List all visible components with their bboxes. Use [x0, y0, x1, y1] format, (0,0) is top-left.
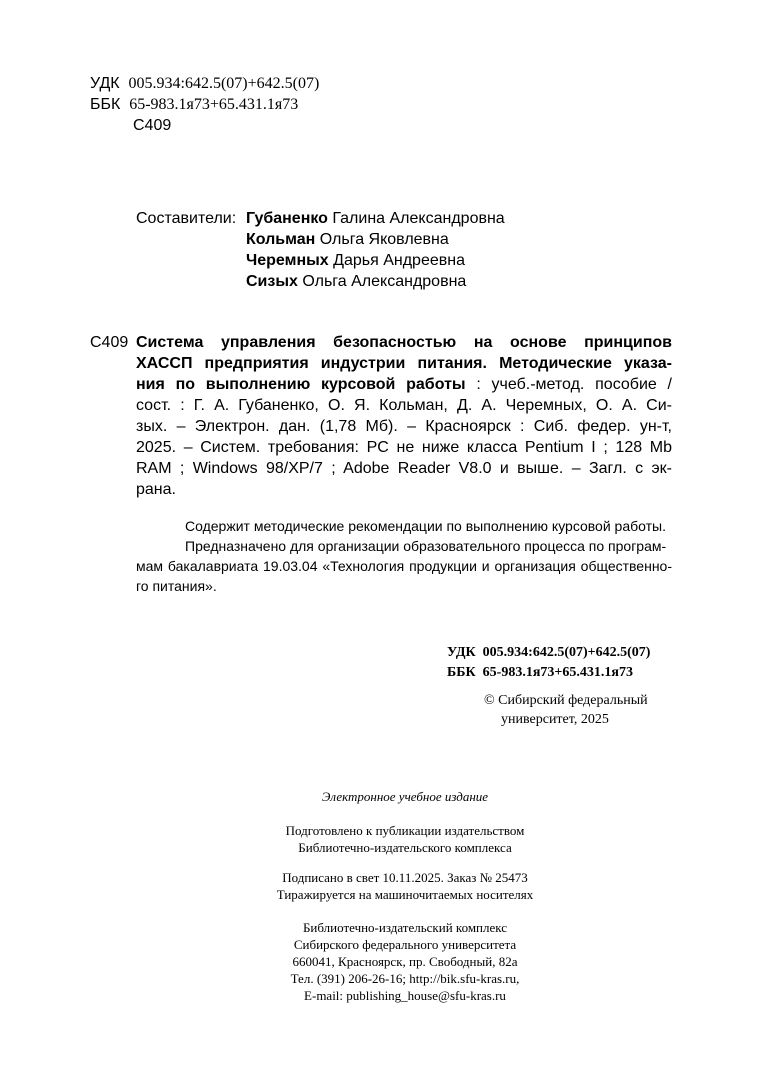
- description-line-8: рана.: [136, 481, 176, 498]
- compiler-surname: Сизых: [246, 273, 298, 290]
- bbk-line: [90, 94, 298, 115]
- compiler-2: [246, 229, 449, 250]
- bbk-label: ББК: [90, 96, 121, 113]
- publisher-line-2: Сибирского федерального университета: [293, 937, 517, 952]
- description-line-6: 2025. – Систем. требования: PC не ниже класса Pentium I ; 128 Mb: [136, 439, 672, 456]
- description-mark: С409: [90, 334, 129, 351]
- bottom-udk-line: УДК 005.934:642.5(07)+642.5(07): [447, 645, 651, 660]
- description-line-2: ХАССП предприятия индустрии питания. Методические указа-: [136, 355, 672, 372]
- compiler-1: [246, 208, 505, 229]
- bbk-value: 65-983.1я73+65.431.1я73: [129, 96, 299, 113]
- publisher-line-1: Библиотечно-издательский комплекс: [302, 920, 508, 935]
- prepared-line-2: Библиотечно-издательского комплекса: [298, 840, 512, 855]
- annotation-p2-line1: Предназначено для организации образовательного процесса по програм-: [185, 538, 667, 554]
- udk-value: 005.934:642.5(07)+642.5(07): [128, 75, 320, 92]
- annotation-p2-line3: го питания».: [136, 578, 217, 594]
- compiler-4: [246, 271, 466, 292]
- description-line-5: зых. – Электрон. дан. (1,78 Мб). – Красноярск : Сиб. федер. ун-т,: [136, 418, 672, 435]
- description-line-7: RAM ; Windows 98/XP/7 ; Adobe Reader V8.0 и выше. – Загл. с эк-: [136, 460, 672, 477]
- signed-line: Подписано в свет 10.11.2025. Заказ № 25473: [282, 870, 528, 885]
- publisher-address: 660041, Красноярск, пр. Свободный, 82а: [292, 954, 518, 969]
- copyright-line-1: © Сибирский федеральный: [484, 693, 648, 708]
- edition-type: Электронное учебное издание: [321, 789, 489, 804]
- compiler-name: Дарья Андреевна: [333, 252, 465, 269]
- udk-line: [90, 73, 319, 94]
- compiler-name: Галина Александровна: [332, 210, 505, 227]
- copies-line: Тиражируется на машиночитаемых носителях: [276, 887, 534, 902]
- description-line-4: сост. : Г. А. Губаненко, О. Я. Кольман, Д. А. Черемных, О. А. Си-: [136, 397, 672, 414]
- compiler-3: [246, 250, 465, 271]
- annotation-p1: Содержит методические рекомендации по выполнению курсовой работы.: [185, 518, 666, 534]
- author-mark: С409: [133, 117, 172, 134]
- description-line-1: Система управления безопасностью на основе принципов: [136, 334, 672, 351]
- publisher-phone: Тел. (391) 206-26-16; http://bik.sfu-kras.ru,: [290, 971, 520, 986]
- udk-label: УДК: [90, 75, 120, 92]
- compiler-surname: Губаненко: [246, 210, 328, 227]
- compilers-label: Составители:: [136, 210, 237, 227]
- description-line-3: ния по выполнению курсовой работы : учеб.-метод. пособие /: [136, 376, 672, 393]
- bottom-bbk-line: ББК 65-983.1я73+65.431.1я73: [447, 665, 633, 680]
- prepared-line-1: Подготовлено к публикации издательством: [285, 823, 525, 838]
- compiler-surname: Черемных: [246, 252, 329, 269]
- publisher-email: E-mail: publishing_house@sfu-kras.ru: [304, 988, 506, 1003]
- compiler-surname: Кольман: [246, 231, 316, 248]
- annotation-p2-line2: мам бакалавриата 19.03.04 «Технология продукции и организация общественно-: [136, 558, 672, 574]
- compiler-name: Ольга Яковлевна: [319, 231, 449, 248]
- copyright-line-2: университет, 2025: [501, 712, 609, 727]
- compiler-name: Ольга Александровна: [302, 273, 467, 290]
